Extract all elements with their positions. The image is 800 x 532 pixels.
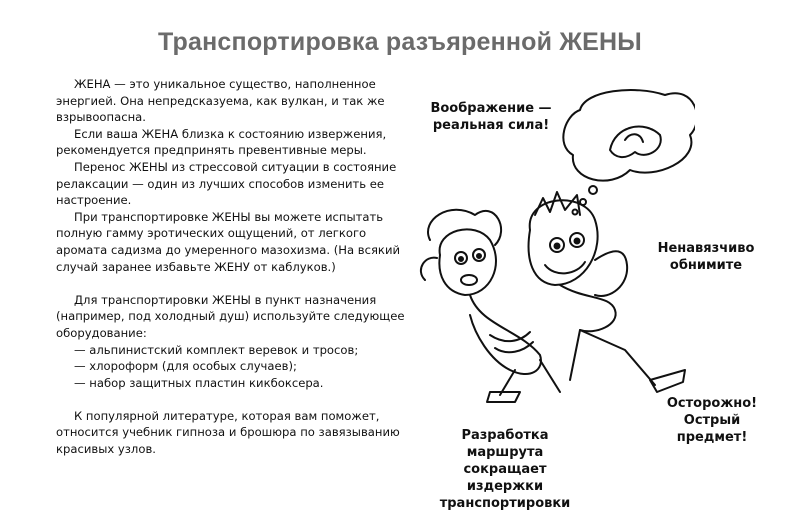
paragraph-4: При транспортировке ЖЕНЫ вы можете испытать полную гамму эротических ощущений, от легкого аромата садизма до умеренного мазохизма. (На всякий случай заранее избавьте ЖЕНУ от каблуков.): [56, 209, 401, 274]
man-arm: [595, 251, 627, 296]
list-item: — альпинистский комплект веревок и тросов;: [74, 342, 359, 357]
caption-hug: Ненавязчиво обнимите: [657, 241, 755, 273]
shoe-icon: [487, 392, 520, 402]
page-title: Транспортировка разъяренной ЖЕНЫ: [158, 28, 642, 56]
list-item: — хлороформ (для особых случаев);: [74, 359, 297, 374]
list-item: — набор защитных пластин кикбоксера.: [74, 375, 324, 390]
woman-body: [470, 295, 541, 374]
caption-imagination: Воображение — реальная сила!: [430, 101, 552, 133]
thought-dream-icon: [610, 127, 661, 158]
paragraph-5: Для транспортировки ЖЕНЫ в пункт назначения (например, под холодный душ) используйте следующее оборудование:: [56, 292, 405, 340]
paragraph-1: ЖЕНА — это уникальное существо, наполненное энергией. Она непредсказуема, как вулкан, и так же взрывоопасна.: [56, 77, 385, 125]
caption-route: Разработка маршрута сокращает издержки транспортировки: [439, 428, 571, 511]
thought-dot-icon: [573, 210, 578, 215]
heel-shoe-icon: [650, 370, 685, 392]
article-body: [56, 76, 408, 458]
equipment-list: [56, 342, 408, 392]
paragraph-2: Если ваша ЖЕНА близка к состоянию извержения, рекомендуется предпринять превентивные меры.: [56, 126, 387, 158]
paragraph-3: Перенос ЖЕНЫ из стрессовой ситуации в состояние релаксации — один из лучших способов изменить ее настроение.: [56, 159, 397, 208]
paragraph-6: К популярной литературе, которая вам поможет, относится учебник гипноза и брошюра по завязыванию красивых узлов.: [56, 408, 400, 457]
thought-dot-icon: [589, 186, 597, 194]
caption-careful: Осторожно! Острый предмет!: [666, 396, 758, 445]
woman-hair: [421, 210, 501, 280]
